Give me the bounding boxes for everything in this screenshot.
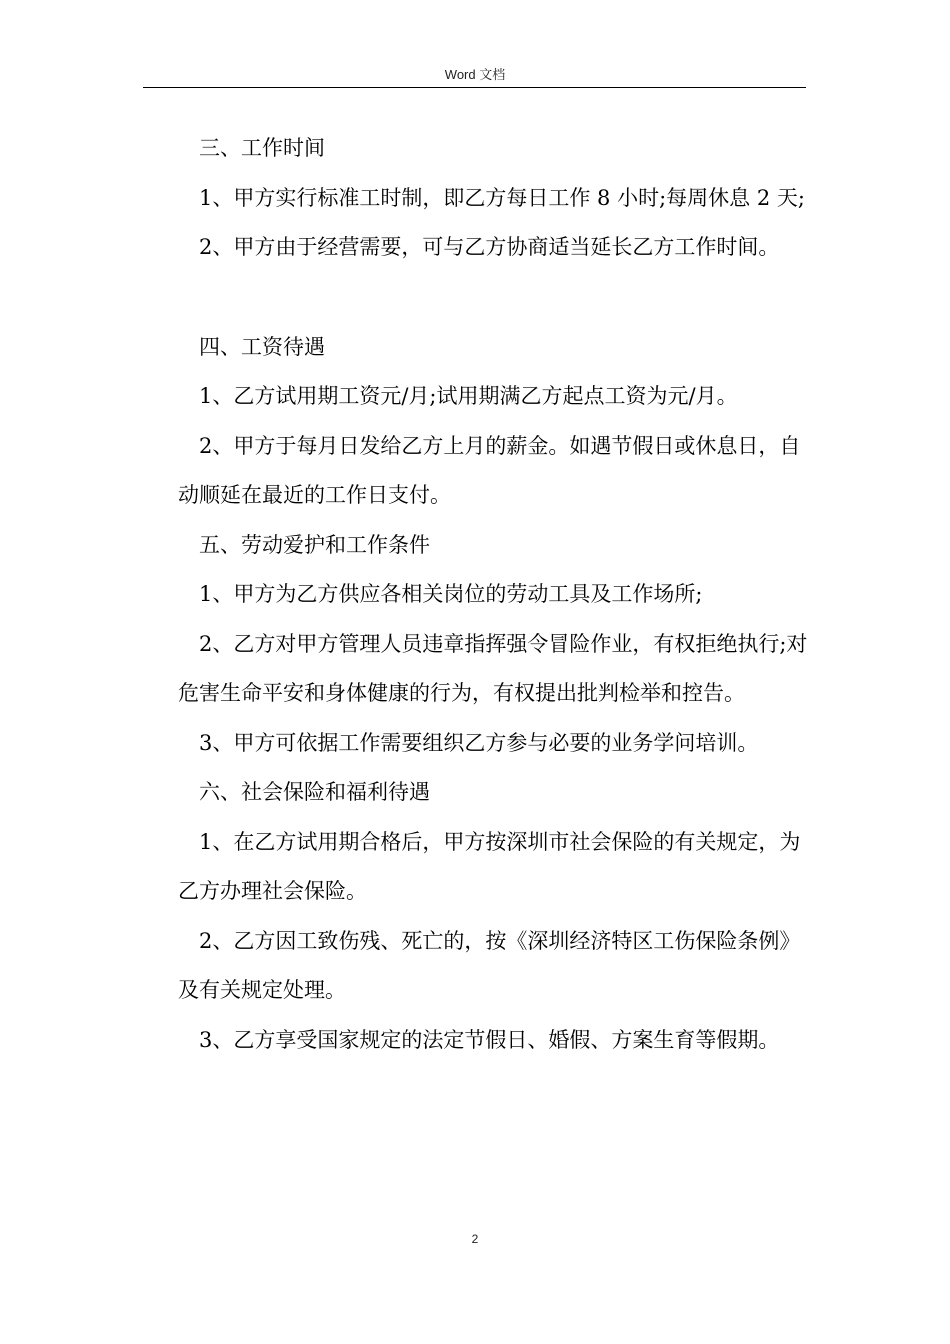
paragraph: 1、甲方为乙方供应各相关岗位的劳动工具及工作场所; <box>199 582 703 606</box>
paragraph: 2、甲方由于经营需要，可与乙方协商适当延长乙方工作时间。 <box>199 235 780 259</box>
paragraph: 3、乙方享受国家规定的法定节假日、婚假、方案生育等假期。 <box>199 1027 780 1052</box>
paragraph: 3、甲方可依据工作需要组织乙方参与必要的业务学问培训。 <box>199 730 759 755</box>
paragraph-gap <box>178 273 810 323</box>
header-rule <box>143 87 806 88</box>
paragraph: 1、在乙方试用期合格后，甲方按深圳市社会保险的有关规定，为乙方办理社会保险。 <box>178 829 801 903</box>
paragraph: 2、乙方对甲方管理人员违章指挥强令冒险作业，有权拒绝执行;对危害生命平安和身体健康的行为，有权提出批判检举和控告。 <box>178 631 808 705</box>
header-label: Word 文档 <box>444 67 506 82</box>
page-number: 2 <box>471 1232 479 1246</box>
paragraph: 2、甲方于每月日发给乙方上月的薪金。如遇节假日或休息日，自动顺延在最近的工作日支付。 <box>178 433 801 507</box>
paragraph: 五、劳动爱护和工作条件 <box>199 532 430 557</box>
paragraph: 六、社会保险和福利待遇 <box>199 780 430 804</box>
document-body <box>178 124 810 1065</box>
paragraph: 1、甲方实行标准工时制，即乙方每日工作 8 小时;每周休息 2 天; <box>199 185 805 210</box>
paragraph: 1、乙方试用期工资元/月;试用期满乙方起点工资为元/月。 <box>199 384 738 408</box>
paragraph: 2、乙方因工致伤残、死亡的，按《深圳经济特区工伤保险条例》及有关规定处理。 <box>178 928 801 1002</box>
paragraph: 四、工资待遇 <box>199 334 325 359</box>
paragraph: 三、工作时间 <box>199 136 325 160</box>
